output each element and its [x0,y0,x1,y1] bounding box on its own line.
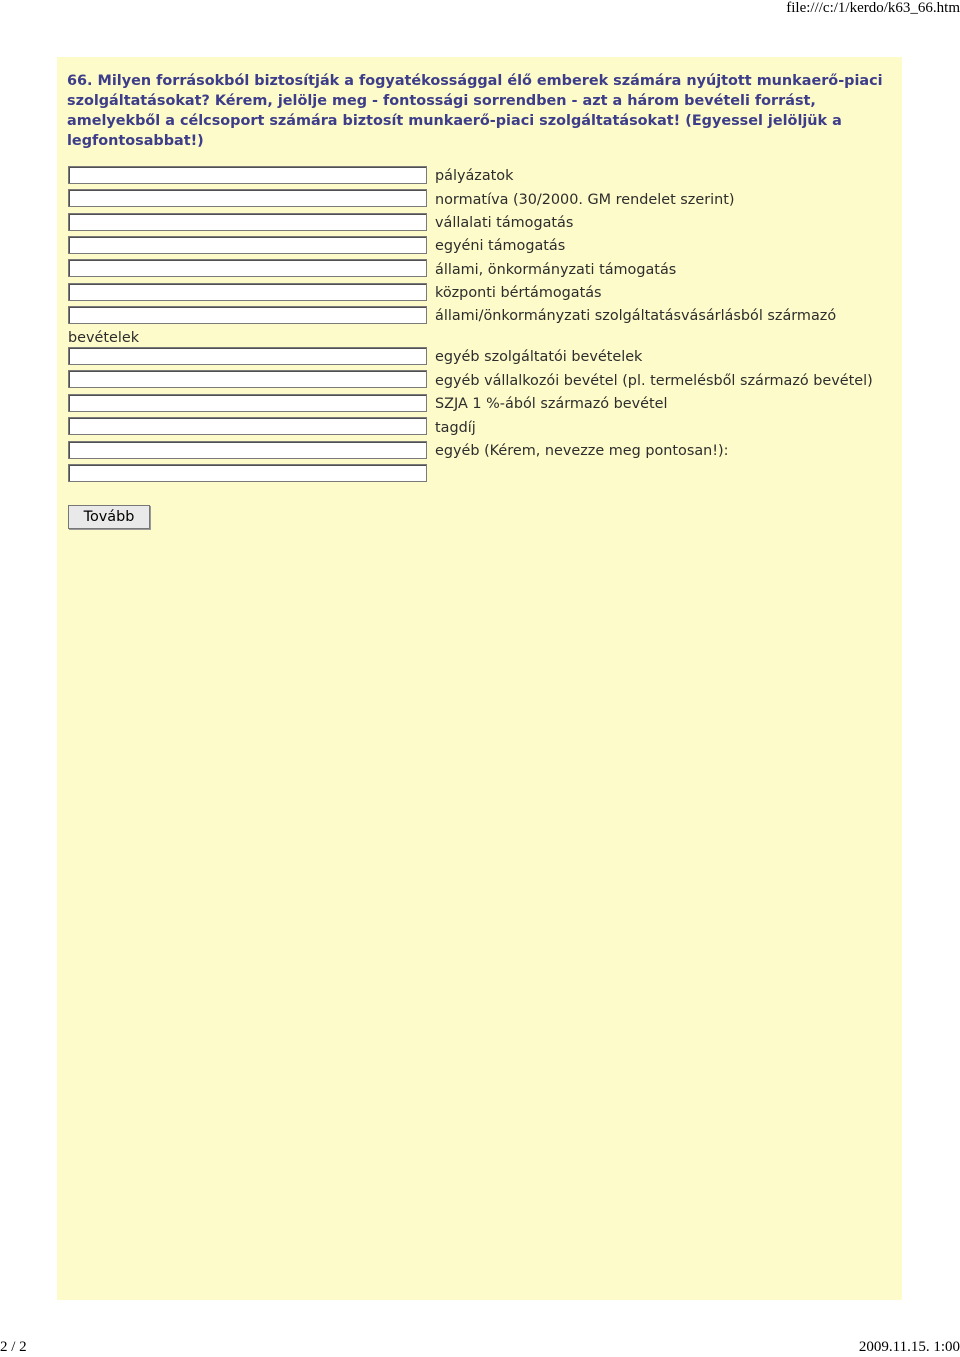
rank-input-tagdij[interactable] [68,441,427,459]
option-label-kozponti-bertamogatas: központi bértámogatás [435,285,602,301]
rank-input-egyeb-vallalkozoi-bevetel[interactable] [68,394,427,412]
rank-input-bevetelek[interactable] [68,347,427,365]
option-label-allami-onkormanyzati-tamogatas: állami, önkormányzati támogatás [435,262,677,278]
rank-input-szolgaltatasvasarlas[interactable] [68,306,427,324]
rank-input-vallalati-tamogatas[interactable] [68,213,427,231]
option-label-egyeb: egyéb (Kérem, nevezze meg pontosan!): [435,443,729,459]
option-label-szja: SZJA 1 %-ából származó bevétel [435,396,668,412]
option-label-egyeb-szolgaltatoi-bevetelek: egyéb szolgáltatói bevételek [435,349,643,365]
rank-input-normativa[interactable] [68,189,427,207]
print-file-path: file:///c:/1/kerdo/k63_66.htm [786,0,960,16]
question-text: 66. Milyen forrásokból biztosítják a fogyatékossággal élő emberek számára nyújtott munkaerő-piaci szolgáltatásokat? Kérem, jelölje meg - fontossági sorrendben - azt a három bevételi forrást, amelyekből a célcsoport számára biztosít munkaerő-piaci szolgáltatásokat! (Egyessel jelöljük a legfontosabbat!) [67,73,883,149]
option-label-szolgaltatasvasarlas: állami/önkormányzati szolgáltatásvásárlásból származó [435,308,837,324]
next-button[interactable]: Tovább [68,505,150,529]
rank-input-egyeb[interactable] [68,464,427,482]
rank-input-egyeb-szolgaltatoi-bevetelek[interactable] [68,370,427,388]
option-label-egyeni-tamogatas: egyéni támogatás [435,238,566,254]
option-label-egyeb-vallalkozoi-bevetel: egyéb vállalkozói bevétel (pl. termelésből származó bevétel) [435,373,873,389]
rank-input-palyazatok[interactable] [68,166,427,184]
option-label-bevetelek: bevételek [68,330,140,346]
option-label-normativa: normatíva (30/2000. GM rendelet szerint) [435,192,735,208]
option-label-palyazatok: pályázatok [435,168,514,184]
rank-input-allami-onkormanyzati-tamogatas[interactable] [68,259,427,277]
page-counter: 2 / 2 [0,1339,27,1355]
rank-input-szja[interactable] [68,417,427,435]
rank-input-egyeni-tamogatas[interactable] [68,236,427,254]
option-label-vallalati-tamogatas: vállalati támogatás [435,215,574,231]
survey-panel [57,57,902,1300]
print-datetime: 2009.11.15. 1:00 [858,1339,960,1355]
rank-input-kozponti-bertamogatas[interactable] [68,283,427,301]
option-label-tagdij: tagdíj [435,420,476,436]
